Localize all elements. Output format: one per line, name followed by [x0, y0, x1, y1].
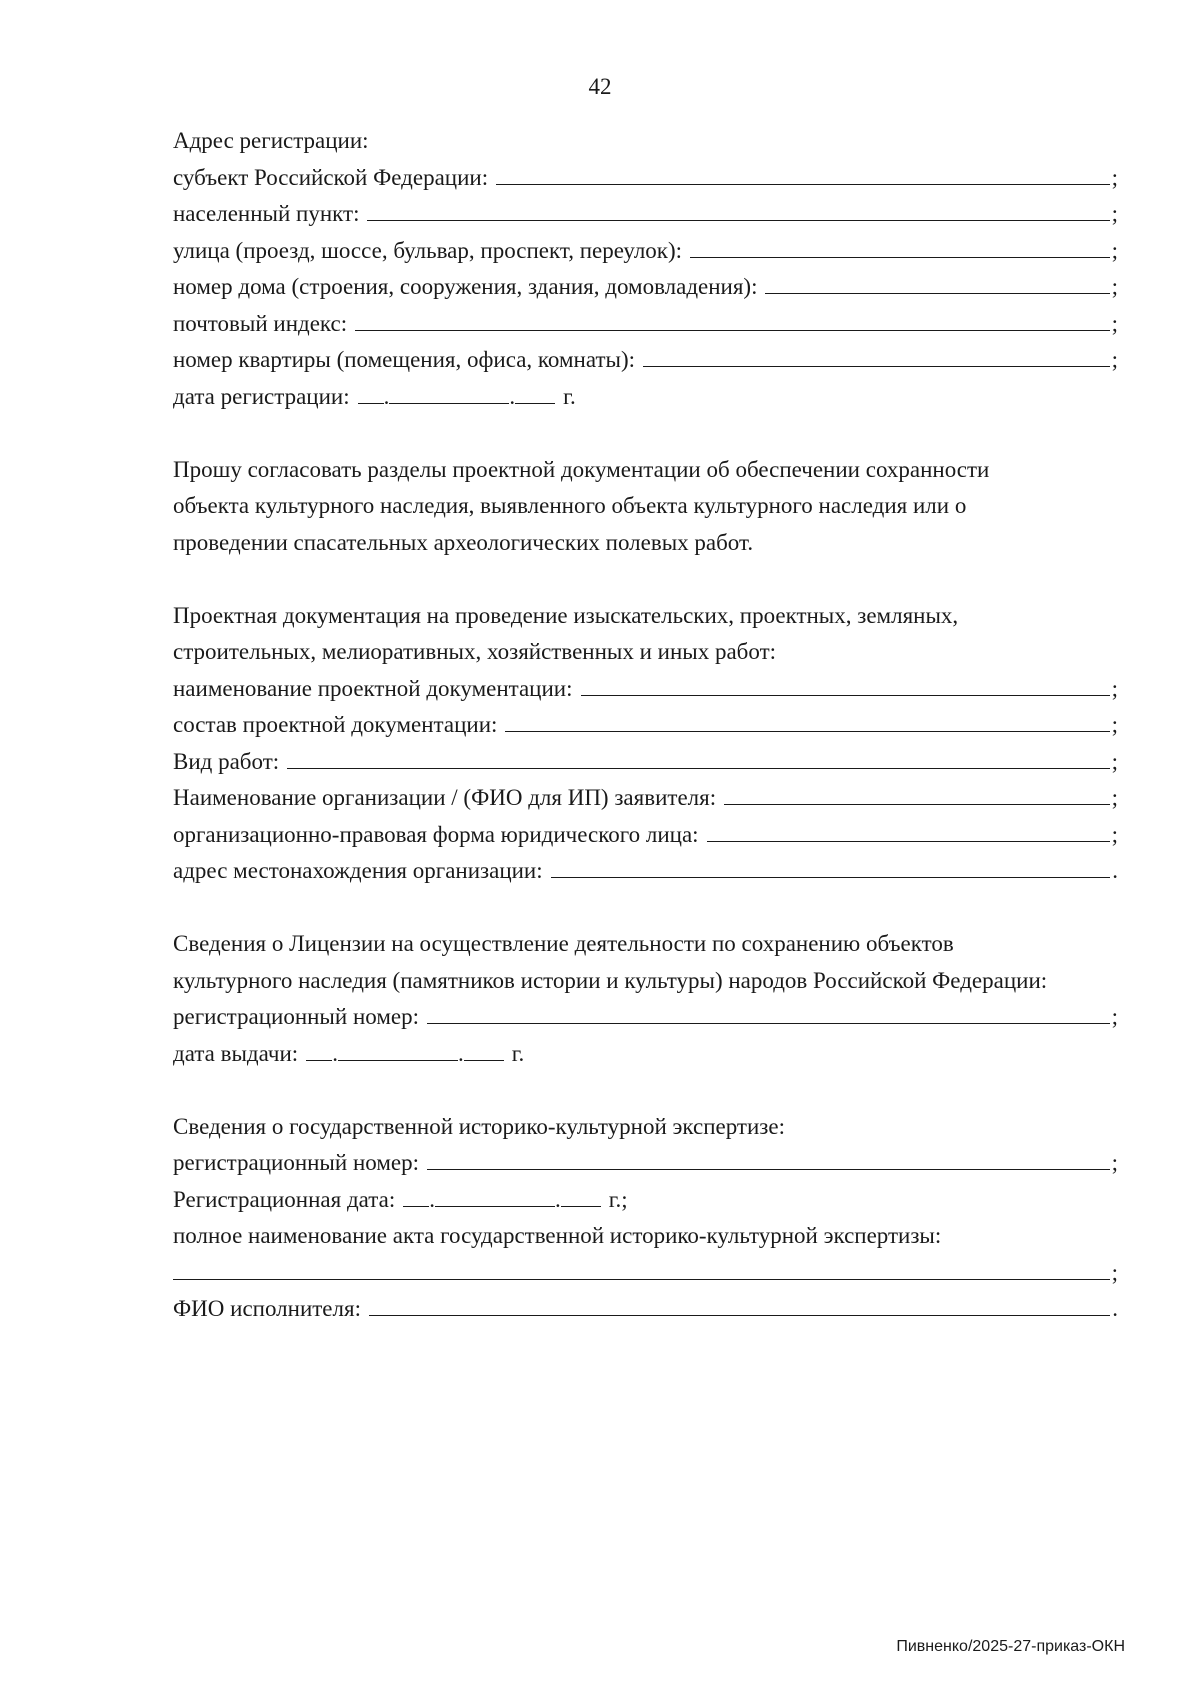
- postcode-input[interactable]: [355, 308, 1109, 331]
- license-day-input[interactable]: [306, 1038, 332, 1061]
- field-registration-date: дата регистрации: . . г.: [173, 379, 1118, 416]
- field-legal-form: организационно-правовая форма юридического лица: ;: [173, 817, 1118, 854]
- expertise-act-label: полное наименование акта государственной историко-культурной экспертизы:: [173, 1223, 942, 1248]
- house-input[interactable]: [765, 271, 1109, 294]
- doc-composition-input[interactable]: [505, 709, 1109, 732]
- field-label: почтовый индекс:: [173, 310, 348, 336]
- license-year-input[interactable]: [464, 1038, 504, 1061]
- field-license-date: дата выдачи: . . г.: [173, 1036, 1118, 1073]
- request-line: проведении спасательных археологических полевых работ.: [173, 529, 754, 555]
- field-label: номер дома (строения, сооружения, здания, домовладения):: [173, 274, 758, 299]
- expertise-day-input[interactable]: [403, 1184, 429, 1207]
- work-type-input[interactable]: [287, 746, 1109, 769]
- field-work-type: Вид работ: ;: [173, 744, 1118, 781]
- field-expertise-act: ;: [173, 1255, 1118, 1292]
- expertise-month-input[interactable]: [435, 1184, 555, 1207]
- license-number-input[interactable]: [427, 1001, 1110, 1024]
- apartment-input[interactable]: [643, 344, 1110, 367]
- org-address-input[interactable]: [551, 855, 1111, 878]
- field-doc-composition: состав проектной документации: ;: [173, 707, 1118, 744]
- form-content: [173, 123, 1118, 1328]
- field-org-address: адрес местонахождения организации: .: [173, 853, 1118, 890]
- field-org-name: Наименование организации / (ФИО для ИП) заявителя: ;: [173, 780, 1118, 817]
- project-line: Проектная документация на проведение изыскательских, проектных, земляных,: [173, 602, 959, 628]
- org-name-input[interactable]: [724, 782, 1110, 805]
- field-house: номер дома (строения, сооружения, здания, домовладения): ;: [173, 269, 1118, 306]
- field-postcode: почтовый индекс: ;: [173, 306, 1118, 343]
- license-month-input[interactable]: [338, 1038, 458, 1061]
- field-label: Регистрационная дата:: [173, 1186, 396, 1212]
- field-subject: субъект Российской Федерации: ;: [173, 160, 1118, 197]
- reg-year-input[interactable]: [515, 381, 555, 404]
- field-label: организационно-правовая форма юридического лица:: [173, 821, 699, 847]
- expertise-year-input[interactable]: [561, 1184, 601, 1207]
- field-label: наименование проектной документации:: [173, 675, 573, 701]
- field-label: Вид работ:: [173, 748, 280, 774]
- field-expertise-date: Регистрационная дата: . . г.;: [173, 1182, 1118, 1219]
- field-label: ФИО исполнителя:: [173, 1296, 361, 1321]
- field-label: регистрационный номер:: [173, 1004, 419, 1029]
- reg-month-input[interactable]: [389, 381, 509, 404]
- field-locality: населенный пункт: ;: [173, 196, 1118, 233]
- doc-name-input[interactable]: [581, 673, 1110, 696]
- field-license-number: регистрационный номер: ;: [173, 999, 1118, 1036]
- request-line: объекта культурного наследия, выявленного объекта культурного наследия или о: [173, 493, 967, 518]
- field-label: состав проектной документации:: [173, 712, 498, 737]
- legal-form-input[interactable]: [707, 819, 1110, 842]
- page-number: 42: [588, 74, 612, 99]
- street-input[interactable]: [690, 235, 1110, 258]
- field-doc-name: наименование проектной документации: ;: [173, 671, 1118, 708]
- field-label: улица (проезд, шоссе, бульвар, проспект, переулок):: [173, 237, 683, 263]
- expertise-act-input[interactable]: [173, 1257, 1110, 1280]
- expertise-heading: Сведения о государственной историко-культурной экспертизе:: [173, 1113, 785, 1139]
- field-label: населенный пункт:: [173, 201, 360, 226]
- expertise-number-input[interactable]: [427, 1147, 1110, 1170]
- footer-reference: Пивненко/2025-27-приказ-ОКН: [896, 1638, 1125, 1655]
- field-expertise-number: регистрационный номер: ;: [173, 1145, 1118, 1182]
- field-label: регистрационный номер:: [173, 1150, 419, 1175]
- field-apartment: номер квартиры (помещения, офиса, комнаты): ;: [173, 342, 1118, 379]
- field-label: дата регистрации:: [173, 383, 350, 409]
- field-executor: ФИО исполнителя: .: [173, 1291, 1118, 1328]
- subject-input[interactable]: [496, 162, 1109, 185]
- field-label: Наименование организации / (ФИО для ИП) заявителя:: [173, 785, 717, 810]
- field-label: субъект Российской Федерации:: [173, 164, 489, 190]
- field-label: номер квартиры (помещения, офиса, комнаты):: [173, 347, 635, 372]
- field-street: улица (проезд, шоссе, бульвар, проспект, переулок): ;: [173, 233, 1118, 270]
- locality-input[interactable]: [367, 198, 1109, 221]
- license-line: Сведения о Лицензии на осуществление деятельности по сохранению объектов: [173, 931, 954, 956]
- registration-heading: Адрес регистрации:: [173, 128, 369, 153]
- project-line: строительных, мелиоративных, хозяйственных и иных работ:: [173, 639, 777, 664]
- license-line: культурного наследия (памятников истории и культуры) народов Российской Федерации:: [173, 967, 1048, 993]
- reg-day-input[interactable]: [358, 381, 384, 404]
- request-line: Прошу согласовать разделы проектной документации об обеспечении сохранности: [173, 456, 990, 482]
- executor-input[interactable]: [369, 1293, 1110, 1316]
- field-label: адрес местонахождения организации:: [173, 858, 543, 883]
- field-label: дата выдачи:: [173, 1040, 299, 1066]
